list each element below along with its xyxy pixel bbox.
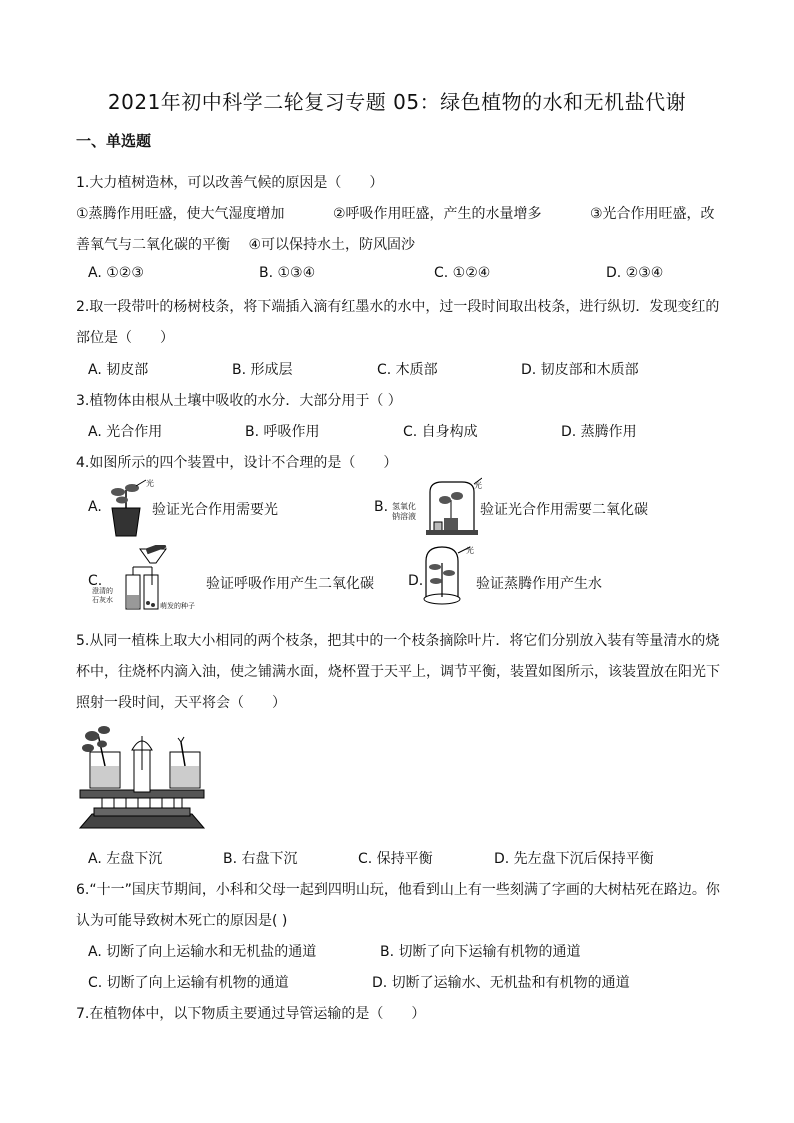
q4-option-b-text[interactable]: 验证光合作用需要二氧化碳	[480, 502, 648, 518]
q2-option-c[interactable]: C. 木质部	[377, 362, 438, 378]
q4-figure-c	[92, 545, 200, 613]
q1-option-d[interactable]: D. ②③④	[606, 265, 664, 281]
q4-figure-d	[418, 543, 474, 611]
q6-option-b[interactable]: B. 切断了向下运输有机物的通道	[380, 944, 581, 960]
q6-option-c[interactable]: C. 切断了向上运输有机物的通道	[88, 975, 289, 991]
q1-stem: 1.大力植树造林，可以改善气候的原因是（ ）	[76, 175, 384, 191]
q4-figure-b	[392, 476, 482, 538]
q5-balance-figure	[74, 724, 210, 834]
q5-stem-cont-2: 照射一段时间，天平将会（ ）	[76, 695, 286, 711]
q3-option-d[interactable]: D. 蒸腾作用	[561, 424, 637, 440]
q3-stem: 3.植物体由根从土壤中吸收的水分．大部分用于（ ）	[76, 393, 402, 409]
q4-option-d-text[interactable]: 验证蒸腾作用产生水	[476, 576, 602, 592]
q5-option-d[interactable]: D. 先左盘下沉后保持平衡	[494, 851, 654, 867]
q4-figure-c-seeds-label: 萌发的种子	[160, 602, 195, 610]
q4-figure-b-light-label: 光	[474, 481, 482, 490]
q6-stem: 6.“十一”国庆节期间，小科和父母一起到四明山玩，他看到山上有一些刻满了字画的大树枯死在路边。你	[76, 882, 720, 898]
q1-option-b[interactable]: B. ①③④	[259, 265, 316, 281]
q4-option-a-text[interactable]: 验证光合作用需要光	[152, 502, 278, 518]
q5-option-a[interactable]: A. 左盘下沉	[88, 851, 163, 867]
q6-stem-cont: 认为可能导致树木死亡的原因是( )	[76, 913, 288, 929]
q6-option-d[interactable]: D. 切断了运输水、无机盐和有机物的通道	[372, 975, 630, 991]
q4-figure-b-solution-label: 氢氧化 钠溶液	[392, 502, 416, 521]
q1-option-c[interactable]: C. ①②④	[434, 265, 491, 281]
q4-figure-d-light-label: 光	[466, 546, 474, 555]
section-heading: 一、单选题	[76, 132, 152, 150]
q3-option-b[interactable]: B. 呼吸作用	[245, 424, 320, 440]
q5-stem: 5.从同一植株上取大小相同的两个枝条，把其中的一个枝条摘除叶片．将它们分别放入装有等量清水的烧	[76, 633, 720, 649]
q4-option-b-letter[interactable]: B.	[374, 499, 389, 515]
q1-statement-cont: 善氧气与二氧化碳的平衡 ④可以保持水土，防风固沙	[76, 237, 415, 253]
q4-stem: 4.如图所示的四个装置中，设计不合理的是（ ）	[76, 455, 398, 471]
q1-statement-2: ②呼吸作用旺盛，产生的水量增多	[333, 206, 542, 222]
page-title: 2021年初中科学二轮复习专题 05：绿色植物的水和无机盐代谢	[107, 90, 687, 114]
q7-stem: 7.在植物体中，以下物质主要通过导管运输的是（ ）	[76, 1006, 426, 1022]
q2-option-d[interactable]: D. 韧皮部和木质部	[521, 362, 639, 378]
q5-option-c[interactable]: C. 保持平衡	[358, 851, 433, 867]
q1-statement-1: ①蒸腾作用旺盛，使大气湿度增加	[76, 206, 285, 222]
q2-option-a[interactable]: A. 韧皮部	[88, 362, 149, 378]
q4-option-c-letter[interactable]: C.	[88, 573, 103, 589]
q3-option-a[interactable]: A. 光合作用	[88, 424, 163, 440]
q4-option-d-letter[interactable]: D.	[408, 573, 424, 589]
q2-stem-cont: 部位是（ ）	[76, 330, 174, 346]
q5-option-b[interactable]: B. 右盘下沉	[223, 851, 298, 867]
q1-option-a[interactable]: A. ①②③	[88, 265, 144, 281]
q4-option-a-letter[interactable]: A.	[88, 499, 102, 515]
q2-stem: 2.取一段带叶的杨树枝条，将下端插入滴有红墨水的水中，过一段时间取出枝条，进行纵切．发现变红的	[76, 299, 720, 315]
q3-option-c[interactable]: C. 自身构成	[403, 424, 478, 440]
q4-figure-c-limewater-label: 澄清的 石灰水	[92, 587, 113, 604]
q1-statement-3: ③光合作用旺盛，改	[590, 206, 715, 222]
q5-stem-cont-1: 杯中，往烧杯内滴入油，使之铺满水面，烧杯置于天平上，调节平衡，装置如图所示，该装置放在阳光下	[76, 664, 720, 680]
q4-option-c-text[interactable]: 验证呼吸作用产生二氧化碳	[206, 576, 374, 592]
q2-option-b[interactable]: B. 形成层	[232, 362, 293, 378]
q4-figure-a	[100, 478, 154, 540]
q4-figure-a-light-label: 光	[146, 479, 154, 488]
q6-option-a[interactable]: A. 切断了向上运输水和无机盐的通道	[88, 944, 317, 960]
